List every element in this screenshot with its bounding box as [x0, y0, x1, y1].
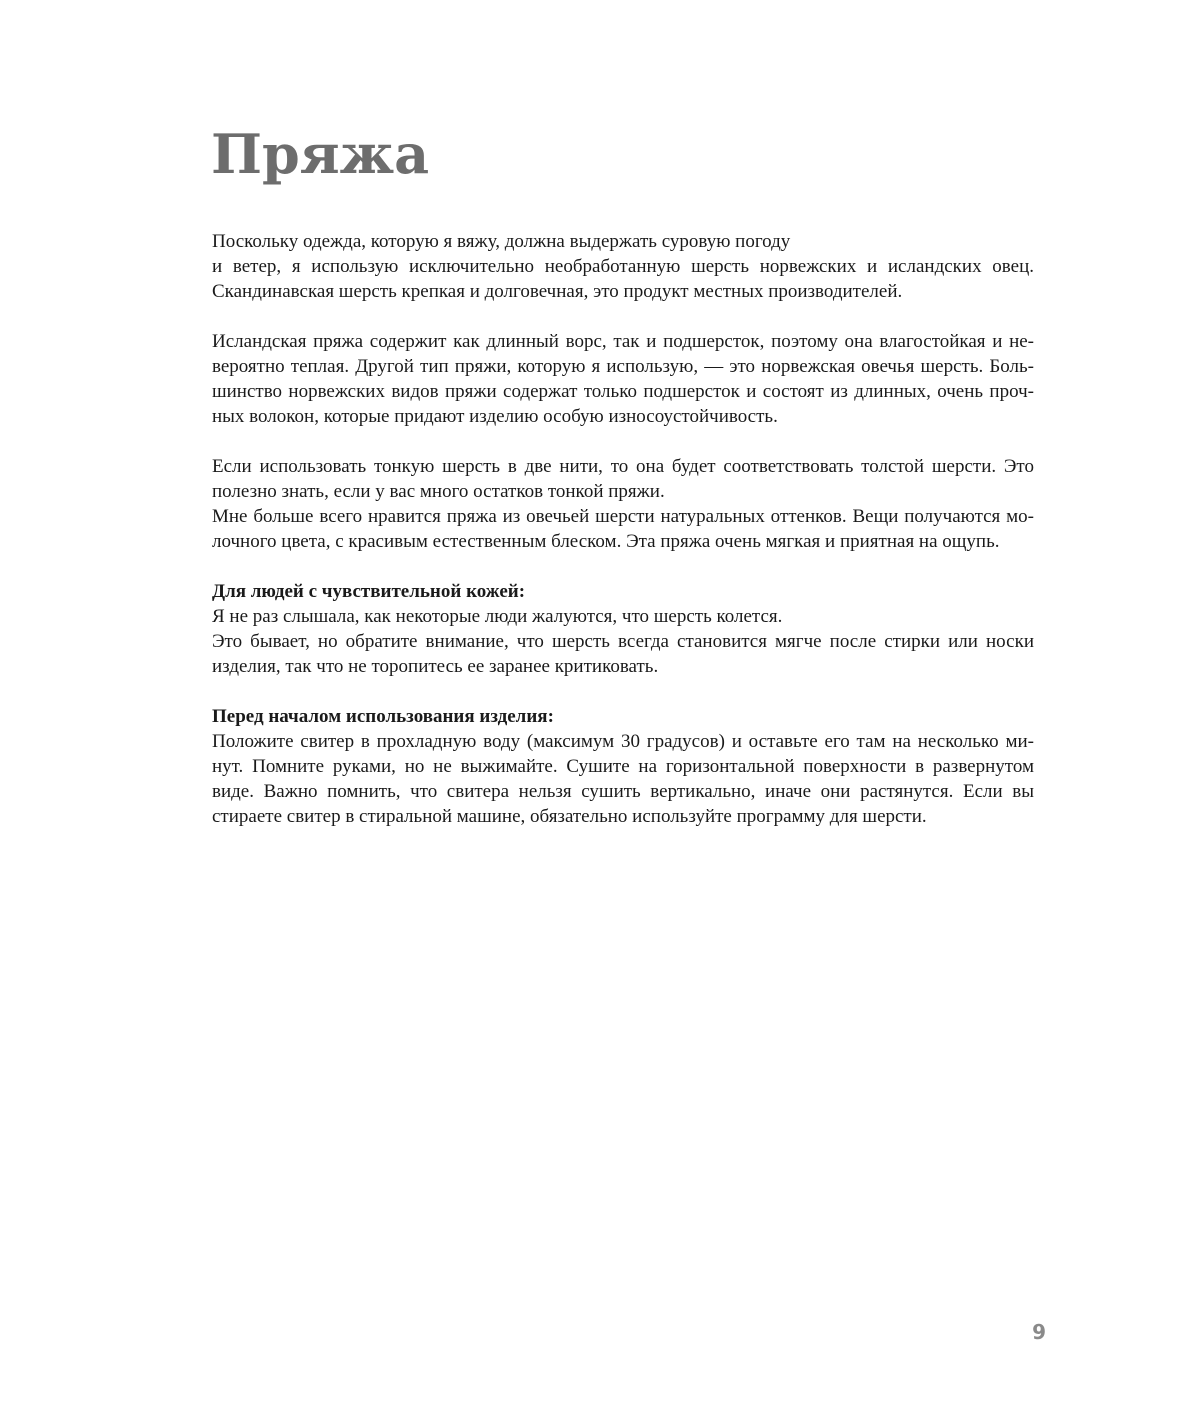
text-line: Мне больше всего нравится пряжа из овечьей шерсти натуральных оттенков. Вещи получаются мо-	[212, 506, 1034, 527]
page-title: Пряжа	[211, 122, 430, 186]
text-line: Поскольку одежда, которую я вяжу, должна выдержать суровую погоду	[212, 231, 791, 252]
text-line: Исландская пряжа содержит как длинный ворс, так и подшерсток, поэтому она влагостойкая и не-	[212, 331, 1034, 352]
text-line: лочного цвета, с красивым естественным блеском. Эта пряжа очень мягкая и приятная на ощупь.	[212, 531, 1000, 552]
body-text	[212, 229, 1034, 829]
text-line: ных волокон, которые придают изделию особую износоустойчивость.	[212, 406, 778, 427]
text-line: шинство норвежских видов пряжи содержат только подшерсток и состоят из длинных, очень проч-	[212, 381, 1034, 402]
paragraph-intro	[212, 229, 1034, 304]
text-line: нут. Помните руками, но не выжимайте. Сушите на горизонтальной поверхности в развернутом	[212, 756, 1034, 777]
text-line: виде. Важно помнить, что свитера нельзя сушить вертикально, иначе они растянутся. Если вы	[212, 781, 1034, 802]
paragraph-spacer	[212, 679, 1034, 704]
paragraph-sensitive-skin	[212, 579, 1034, 679]
text-line: стираете свитер в стиральной машине, обязательно используйте программу для шерсти.	[212, 806, 927, 827]
paragraph-spacer	[212, 429, 1034, 454]
page-number: 9	[1032, 1320, 1046, 1344]
text-line: изделия, так что не торопитесь ее заранее критиковать.	[212, 656, 659, 677]
paragraph-spacer	[212, 554, 1034, 579]
paragraph-icelandic-yarn	[212, 329, 1034, 429]
text-line: Если использовать тонкую шерсть в две нити, то она будет соответствовать толстой шерсти. Это	[212, 456, 1034, 477]
section-heading: Перед началом использования изделия:	[212, 706, 554, 727]
text-line: полезно знать, если у вас много остатков тонкой пряжи.	[212, 481, 665, 502]
text-line: Это бывает, но обратите внимание, что шерсть всегда становится мягче после стирки или носки	[212, 631, 1034, 652]
paragraph-thin-wool	[212, 454, 1034, 554]
paragraph-spacer	[212, 304, 1034, 329]
paragraph-before-use	[212, 704, 1034, 829]
text-line: Я не раз слышала, как некоторые люди жалуются, что шерсть колется.	[212, 606, 783, 627]
text-line: Положите свитер в прохладную воду (максимум 30 градусов) и оставьте его там на несколько ми-	[212, 731, 1034, 752]
text-line: Скандинавская шерсть крепкая и долговечная, это продукт местных производителей.	[212, 281, 903, 302]
text-line: вероятно теплая. Другой тип пряжи, которую я использую, — это норвежская овечья шерсть. Боль-	[212, 356, 1034, 377]
text-line: и ветер, я использую исключительно необработанную шерсть норвежских и исландских овец.	[212, 256, 1034, 277]
section-heading: Для людей с чувствительной кожей:	[212, 581, 526, 602]
